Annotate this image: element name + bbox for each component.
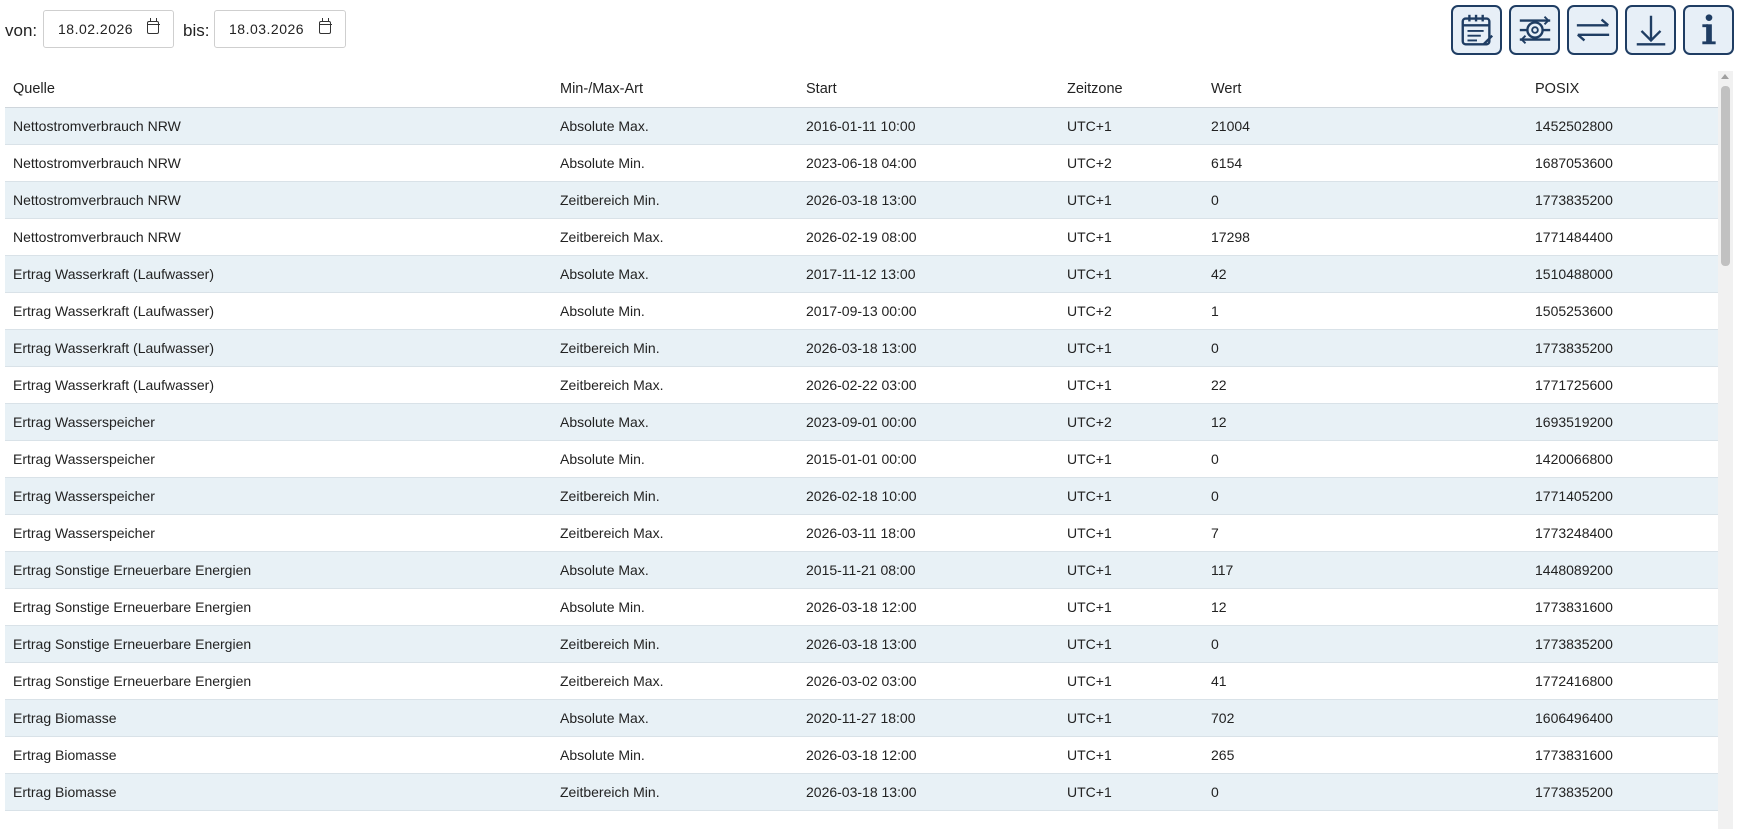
cell-start: 2020-11-27 18:00 [798, 699, 1059, 736]
cell-min-max-art: Zeitbereich Min. [552, 773, 798, 810]
cell-min-max-art: Zeitbereich Min. [552, 625, 798, 662]
cell-wert: 12 [1203, 588, 1527, 625]
from-date-label: von: [5, 21, 38, 40]
cell-posix: 1420066800 [1527, 440, 1718, 477]
cell-posix: 1772416800 [1527, 662, 1718, 699]
table-body [5, 107, 1718, 810]
cell-quelle: Ertrag Wasserspeicher [5, 477, 552, 514]
calendar-notes-icon [1458, 11, 1496, 49]
cell-wert: 0 [1203, 181, 1527, 218]
cell-wert: 42 [1203, 255, 1527, 292]
cell-quelle: Ertrag Biomasse [5, 699, 552, 736]
cell-min-max-art: Zeitbereich Max. [552, 662, 798, 699]
cell-wert: 7 [1203, 514, 1527, 551]
cell-quelle: Ertrag Wasserkraft (Laufwasser) [5, 255, 552, 292]
cell-quelle: Ertrag Sonstige Erneuerbare Energien [5, 662, 552, 699]
calendar-icon[interactable] [319, 21, 331, 34]
scroll-up-icon[interactable] [1721, 74, 1729, 79]
cell-zeitzone: UTC+1 [1059, 218, 1203, 255]
to-date-label: bis: [183, 21, 210, 40]
cell-min-max-art: Absolute Max. [552, 403, 798, 440]
table-row[interactable] [5, 255, 1718, 292]
cell-wert: 12 [1203, 403, 1527, 440]
cell-posix: 1510488000 [1527, 255, 1718, 292]
cell-zeitzone: UTC+1 [1059, 440, 1203, 477]
cell-wert: 0 [1203, 625, 1527, 662]
from-date-input[interactable] [43, 10, 174, 48]
cell-quelle: Nettostromverbrauch NRW [5, 107, 552, 144]
cell-wert: 1 [1203, 292, 1527, 329]
cell-zeitzone: UTC+1 [1059, 588, 1203, 625]
records-table [5, 71, 1718, 811]
vertical-scrollbar[interactable] [1718, 71, 1733, 829]
cell-posix: 1771725600 [1527, 366, 1718, 403]
cell-zeitzone: UTC+2 [1059, 292, 1203, 329]
cell-quelle: Ertrag Biomasse [5, 736, 552, 773]
cell-posix: 1771484400 [1527, 218, 1718, 255]
cell-zeitzone: UTC+2 [1059, 144, 1203, 181]
table-row[interactable] [5, 107, 1718, 144]
cell-start: 2026-02-19 08:00 [798, 218, 1059, 255]
table-row[interactable] [5, 736, 1718, 773]
cell-min-max-art: Zeitbereich Min. [552, 477, 798, 514]
cell-min-max-art: Zeitbereich Max. [552, 514, 798, 551]
cell-wert: 41 [1203, 662, 1527, 699]
cell-posix: 1773835200 [1527, 625, 1718, 662]
cell-wert: 117 [1203, 551, 1527, 588]
cell-start: 2023-06-18 04:00 [798, 144, 1059, 181]
cell-wert: 702 [1203, 699, 1527, 736]
cell-start: 2017-11-12 13:00 [798, 255, 1059, 292]
cell-posix: 1773248400 [1527, 514, 1718, 551]
cell-start: 2016-01-11 10:00 [798, 107, 1059, 144]
cell-zeitzone: UTC+1 [1059, 329, 1203, 366]
cell-zeitzone: UTC+1 [1059, 625, 1203, 662]
cell-posix: 1693519200 [1527, 403, 1718, 440]
cell-start: 2026-03-18 13:00 [798, 773, 1059, 810]
download-button[interactable] [1625, 5, 1676, 55]
table-row[interactable] [5, 773, 1718, 810]
cell-min-max-art: Absolute Max. [552, 107, 798, 144]
cell-min-max-art: Zeitbereich Min. [552, 181, 798, 218]
info-icon [1690, 11, 1728, 49]
scroll-thumb[interactable] [1721, 86, 1730, 266]
cell-min-max-art: Absolute Max. [552, 699, 798, 736]
cell-start: 2026-03-11 18:00 [798, 514, 1059, 551]
cell-start: 2026-03-02 03:00 [798, 662, 1059, 699]
swap-button[interactable] [1567, 5, 1618, 55]
cell-wert: 265 [1203, 736, 1527, 773]
column-header-start[interactable]: Start [798, 71, 1059, 107]
table-row[interactable] [5, 477, 1718, 514]
cell-zeitzone: UTC+1 [1059, 773, 1203, 810]
filter-settings-icon [1516, 11, 1554, 49]
cell-quelle: Ertrag Wasserkraft (Laufwasser) [5, 329, 552, 366]
cell-quelle: Nettostromverbrauch NRW [5, 218, 552, 255]
cell-zeitzone: UTC+1 [1059, 477, 1203, 514]
table-row[interactable] [5, 403, 1718, 440]
cell-quelle: Ertrag Wasserspeicher [5, 403, 552, 440]
cell-quelle: Ertrag Sonstige Erneuerbare Energien [5, 551, 552, 588]
cell-quelle: Ertrag Wasserspeicher [5, 514, 552, 551]
cell-posix: 1773835200 [1527, 773, 1718, 810]
cell-start: 2026-02-22 03:00 [798, 366, 1059, 403]
cell-wert: 0 [1203, 440, 1527, 477]
cell-posix: 1771405200 [1527, 477, 1718, 514]
cell-wert: 0 [1203, 773, 1527, 810]
swap-arrows-icon [1574, 11, 1612, 49]
table-row[interactable] [5, 699, 1718, 736]
cell-wert: 22 [1203, 366, 1527, 403]
cell-quelle: Ertrag Wasserkraft (Laufwasser) [5, 292, 552, 329]
cell-quelle: Nettostromverbrauch NRW [5, 181, 552, 218]
cell-quelle: Ertrag Biomasse [5, 773, 552, 810]
cell-zeitzone: UTC+2 [1059, 403, 1203, 440]
cell-min-max-art: Absolute Min. [552, 440, 798, 477]
cell-wert: 21004 [1203, 107, 1527, 144]
cell-start: 2026-03-18 13:00 [798, 329, 1059, 366]
filter-toolbar [0, 0, 1741, 64]
column-header-posix[interactable]: POSIX [1527, 71, 1718, 107]
cell-start: 2026-03-18 13:00 [798, 625, 1059, 662]
cell-posix: 1606496400 [1527, 699, 1718, 736]
cell-min-max-art: Absolute Max. [552, 551, 798, 588]
table-row[interactable] [5, 144, 1718, 181]
table-row[interactable] [5, 440, 1718, 477]
column-header-quelle[interactable]: Quelle [5, 71, 552, 107]
table-row[interactable] [5, 292, 1718, 329]
records-table-container [5, 71, 1718, 829]
to-date-input[interactable] [214, 10, 346, 48]
cell-quelle: Ertrag Sonstige Erneuerbare Energien [5, 625, 552, 662]
cell-posix: 1773835200 [1527, 329, 1718, 366]
cell-quelle: Ertrag Wasserkraft (Laufwasser) [5, 366, 552, 403]
cell-start: 2017-09-13 00:00 [798, 292, 1059, 329]
cell-zeitzone: UTC+1 [1059, 699, 1203, 736]
cell-min-max-art: Absolute Min. [552, 144, 798, 181]
cell-zeitzone: UTC+1 [1059, 181, 1203, 218]
calendar-icon[interactable] [147, 21, 159, 34]
table-row[interactable] [5, 588, 1718, 625]
cell-posix: 1452502800 [1527, 107, 1718, 144]
to-date-value: 18.03.2026 [229, 21, 305, 37]
cell-start: 2015-01-01 00:00 [798, 440, 1059, 477]
cell-zeitzone: UTC+1 [1059, 514, 1203, 551]
cell-start: 2026-03-18 13:00 [798, 181, 1059, 218]
cell-zeitzone: UTC+1 [1059, 551, 1203, 588]
cell-posix: 1505253600 [1527, 292, 1718, 329]
calendar-notes-button[interactable] [1451, 5, 1502, 55]
cell-min-max-art: Absolute Min. [552, 736, 798, 773]
column-header-wert[interactable]: Wert [1203, 71, 1527, 107]
cell-posix: 1773831600 [1527, 588, 1718, 625]
cell-start: 2026-03-18 12:00 [798, 588, 1059, 625]
table-row[interactable] [5, 329, 1718, 366]
table-row[interactable] [5, 514, 1718, 551]
cell-quelle: Ertrag Sonstige Erneuerbare Energien [5, 588, 552, 625]
cell-posix: 1773835200 [1527, 181, 1718, 218]
column-header-min-max-art[interactable]: Min-/Max-Art [552, 71, 798, 107]
cell-zeitzone: UTC+1 [1059, 107, 1203, 144]
cell-start: 2015-11-21 08:00 [798, 551, 1059, 588]
cell-min-max-art: Absolute Max. [552, 255, 798, 292]
cell-wert: 17298 [1203, 218, 1527, 255]
filter-settings-button[interactable] [1509, 5, 1560, 55]
cell-min-max-art: Zeitbereich Max. [552, 218, 798, 255]
cell-start: 2023-09-01 00:00 [798, 403, 1059, 440]
cell-min-max-art: Zeitbereich Min. [552, 329, 798, 366]
cell-wert: 6154 [1203, 144, 1527, 181]
info-button[interactable] [1683, 5, 1734, 55]
cell-min-max-art: Zeitbereich Max. [552, 366, 798, 403]
table-row[interactable] [5, 551, 1718, 588]
cell-wert: 0 [1203, 329, 1527, 366]
from-date-value: 18.02.2026 [58, 21, 134, 37]
cell-zeitzone: UTC+1 [1059, 662, 1203, 699]
cell-posix: 1773831600 [1527, 736, 1718, 773]
cell-posix: 1448089200 [1527, 551, 1718, 588]
cell-zeitzone: UTC+1 [1059, 736, 1203, 773]
cell-zeitzone: UTC+1 [1059, 255, 1203, 292]
cell-posix: 1687053600 [1527, 144, 1718, 181]
table-row[interactable] [5, 625, 1718, 662]
table-row[interactable] [5, 181, 1718, 218]
table-row[interactable] [5, 366, 1718, 403]
cell-start: 2026-03-18 12:00 [798, 736, 1059, 773]
cell-min-max-art: Absolute Min. [552, 588, 798, 625]
cell-min-max-art: Absolute Min. [552, 292, 798, 329]
cell-quelle: Nettostromverbrauch NRW [5, 144, 552, 181]
download-icon [1632, 11, 1670, 49]
table-row[interactable] [5, 218, 1718, 255]
cell-zeitzone: UTC+1 [1059, 366, 1203, 403]
cell-start: 2026-02-18 10:00 [798, 477, 1059, 514]
table-row[interactable] [5, 662, 1718, 699]
cell-wert: 0 [1203, 477, 1527, 514]
table-header-row [5, 71, 1718, 107]
column-header-zeitzone[interactable]: Zeitzone [1059, 71, 1203, 107]
cell-quelle: Ertrag Wasserspeicher [5, 440, 552, 477]
